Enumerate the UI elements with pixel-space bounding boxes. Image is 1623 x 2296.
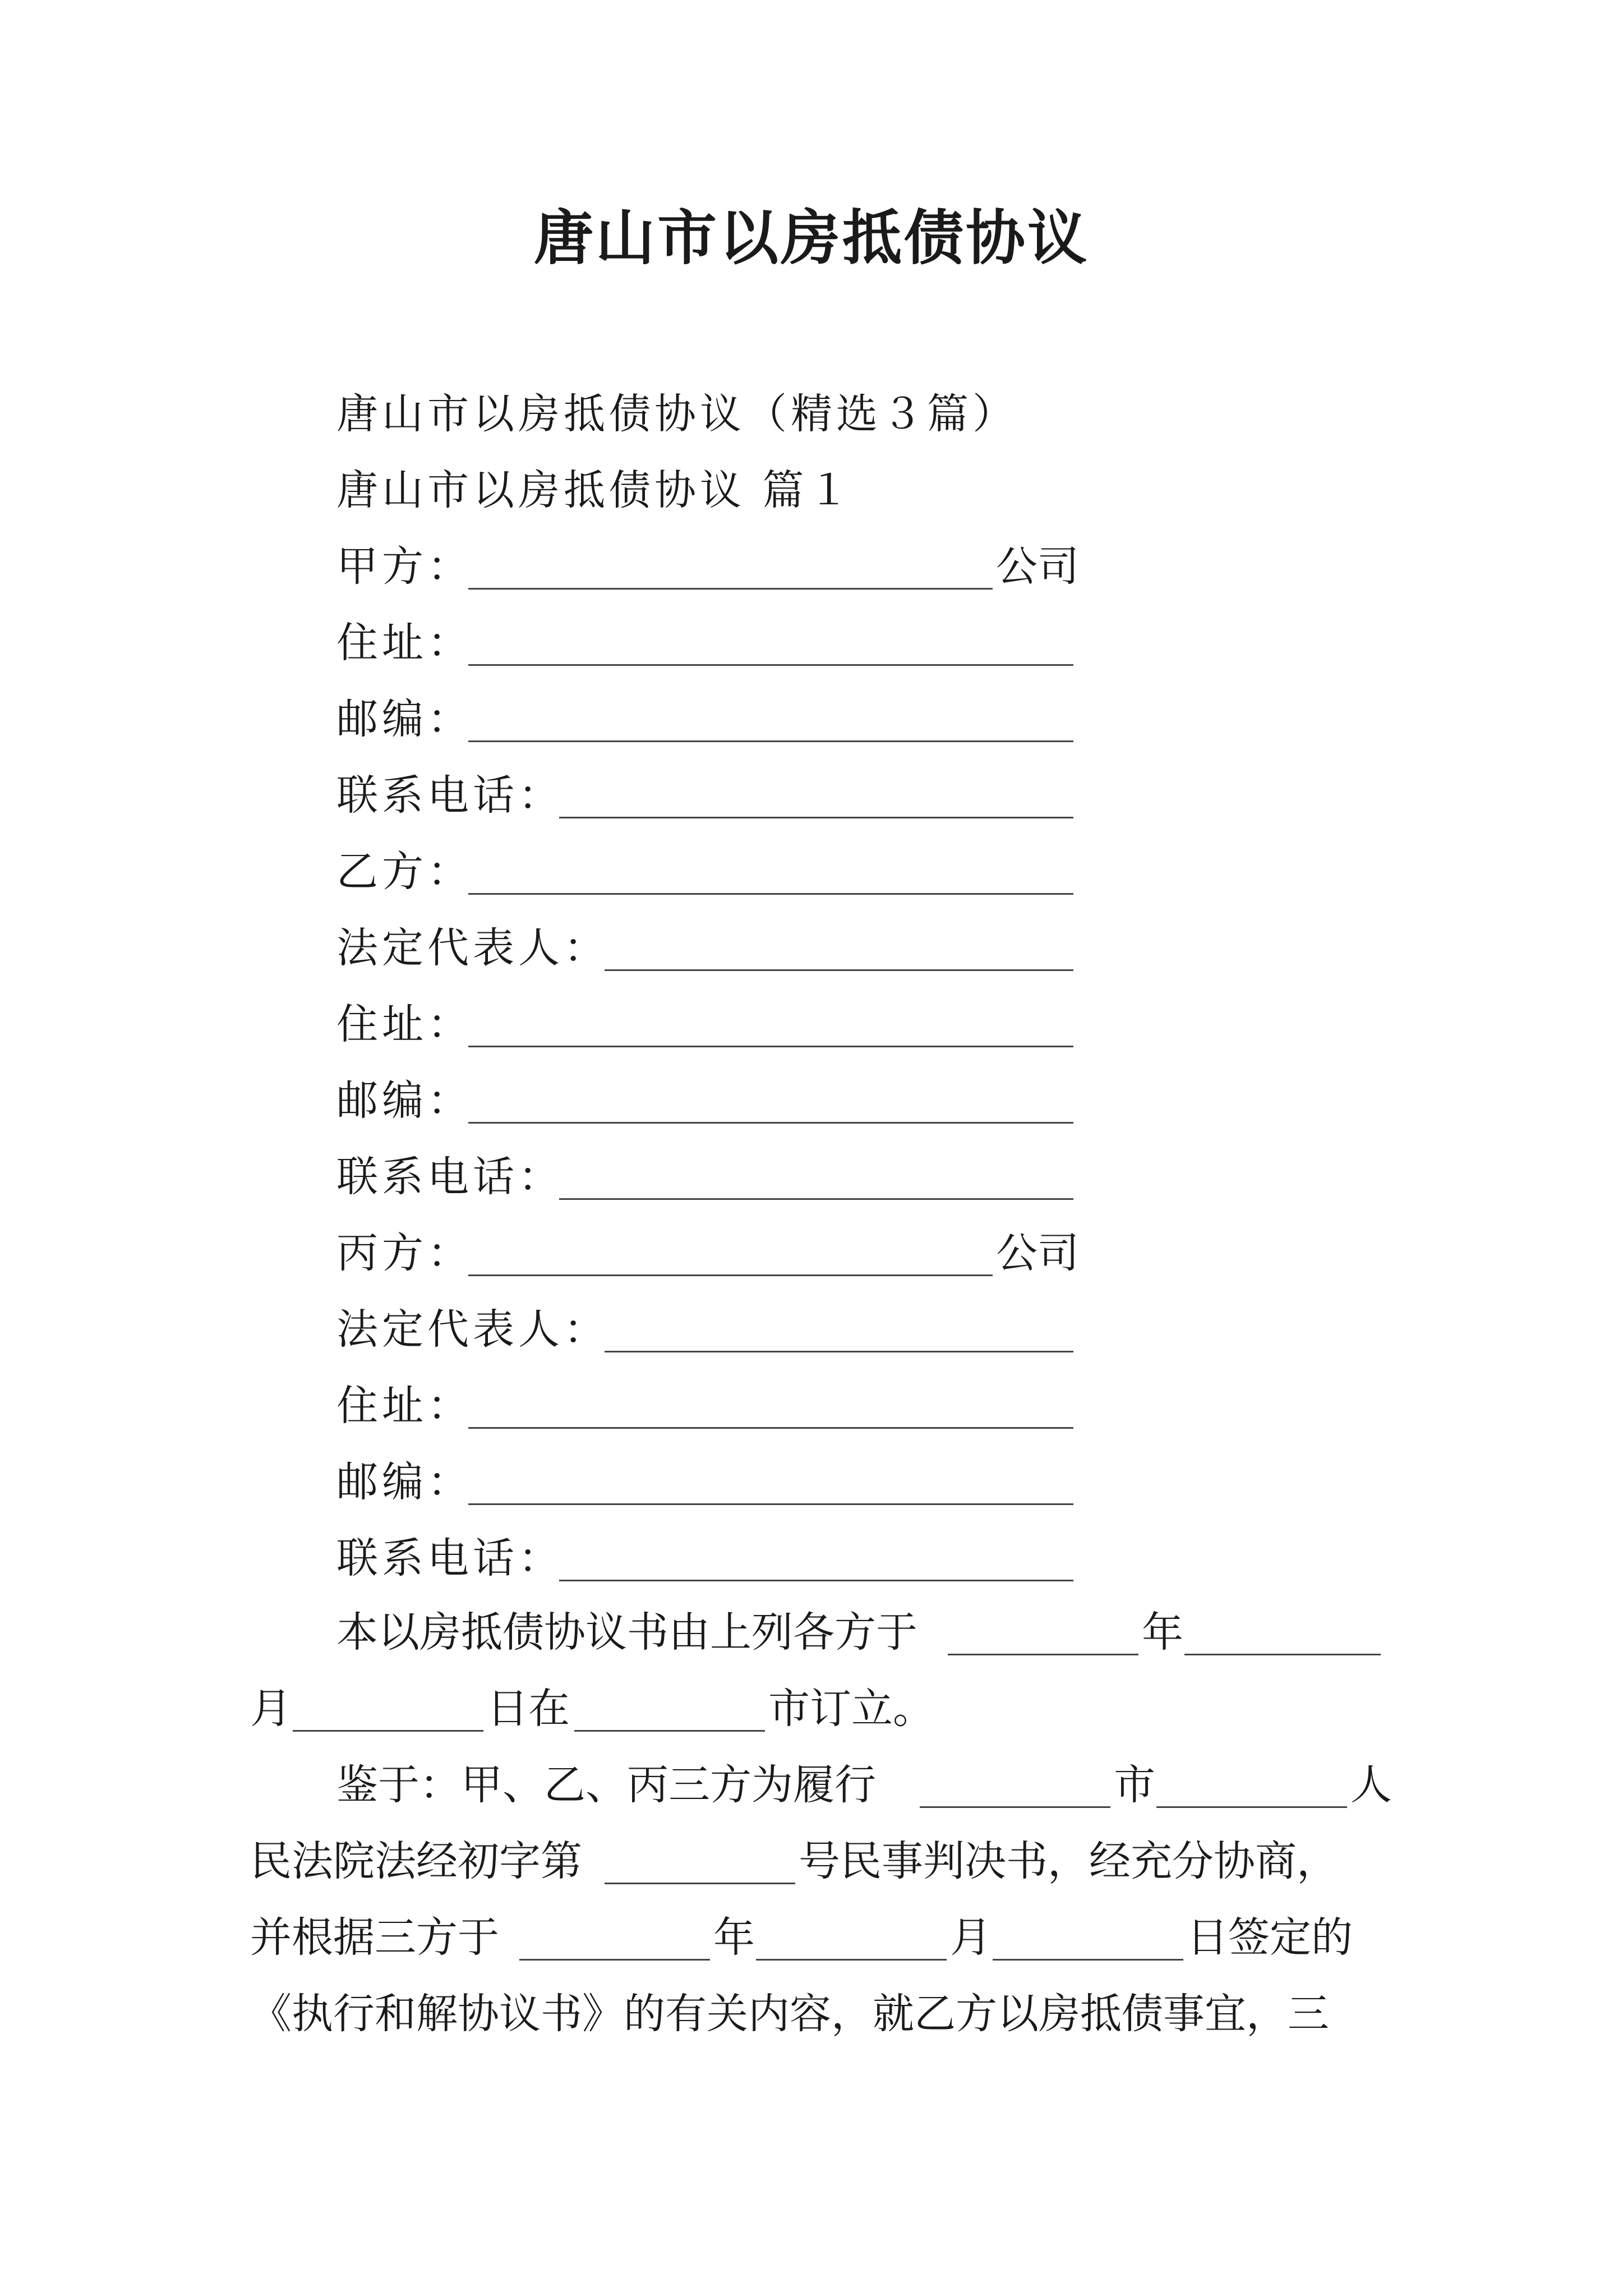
field-blank[interactable]: [605, 1301, 1073, 1352]
field-blank[interactable]: [468, 1225, 993, 1276]
company-suffix: 公司: [996, 1229, 1079, 1277]
field-row: [336, 767, 1122, 823]
field-blank[interactable]: [468, 844, 1073, 895]
para2-text-i: 日签定的: [1187, 1913, 1353, 1962]
field-blank[interactable]: [468, 1454, 1073, 1505]
paragraph-2-line-2: [250, 1833, 1383, 1889]
document-title: 唐山市以房抵债协议: [534, 204, 1089, 273]
paragraph-2-line-3: [250, 1910, 1383, 1966]
para1-text-a: 本以房抵债协议书由上列各方于: [336, 1608, 917, 1657]
field-row: [336, 844, 1122, 900]
field-row: [336, 1530, 1122, 1586]
field-blank[interactable]: [468, 996, 1073, 1047]
company-suffix: 公司: [996, 542, 1079, 591]
field-label: 住址：: [336, 1000, 473, 1048]
field-label: 邮编：: [336, 695, 473, 743]
field-row: [336, 1301, 1122, 1358]
field-label: 邮编：: [336, 1076, 473, 1125]
field-row: [336, 920, 1122, 976]
paragraph-2-line-4: [250, 1986, 1383, 2042]
document-subtitle: 唐山市以房抵债协议（精选３篇）: [336, 390, 1018, 438]
paragraph-1-line-1: [336, 1604, 1380, 1660]
paragraph-2-line-1: [336, 1757, 1392, 1813]
field-label: 邮编：: [336, 1458, 473, 1506]
field-blank[interactable]: [559, 1149, 1073, 1200]
para2-text-d: 民法院法经初字第: [250, 1837, 582, 1885]
para2-text-a: 鉴于：甲、乙、丙三方为履行: [336, 1761, 876, 1809]
year-blank[interactable]: [948, 1604, 1138, 1655]
field-label: 法定代表人：: [336, 1305, 609, 1354]
field-label: 乙方：: [336, 848, 473, 896]
field-row: [336, 996, 1122, 1052]
field-label: 住址：: [336, 1382, 473, 1430]
field-label: 法定代表人：: [336, 924, 609, 972]
field-row: [336, 615, 1122, 671]
court-blank[interactable]: [1156, 1757, 1347, 1808]
field-blank[interactable]: [559, 767, 1073, 818]
section-heading: 唐山市以房抵债协议 篇１: [336, 466, 854, 514]
field-label: 住址：: [336, 619, 473, 667]
para2-text-c: 人: [1350, 1761, 1392, 1809]
field-row: [336, 1073, 1122, 1129]
sign-day-blank[interactable]: [993, 1910, 1183, 1961]
field-blank[interactable]: [468, 539, 993, 590]
para1-text-c: 月: [250, 1685, 292, 1733]
field-blank[interactable]: [605, 920, 1073, 971]
para1-text-b: 年: [1142, 1608, 1183, 1657]
field-row: [336, 539, 1122, 595]
para2-text-b: 市: [1114, 1761, 1155, 1809]
field-blank[interactable]: [559, 1530, 1073, 1581]
city-blank[interactable]: [574, 1681, 765, 1732]
field-row: [336, 691, 1122, 747]
paragraph-1-line-2: [250, 1681, 1372, 1737]
field-label: 联系电话：: [336, 1534, 564, 1582]
field-label: 联系电话：: [336, 1153, 564, 1201]
field-blank[interactable]: [468, 691, 1073, 742]
case-number-blank[interactable]: [605, 1833, 795, 1884]
city-blank-2[interactable]: [920, 1757, 1110, 1808]
para2-text-e: 号民事判决书，经充分协商，: [799, 1837, 1338, 1885]
month-blank[interactable]: [1184, 1604, 1381, 1655]
para1-text-d: 日在: [487, 1685, 570, 1733]
para2-text-f: 并根据三方于: [250, 1913, 499, 1962]
field-blank[interactable]: [468, 615, 1073, 666]
day-blank[interactable]: [293, 1681, 483, 1732]
field-blank[interactable]: [468, 1378, 1073, 1429]
sign-month-blank[interactable]: [756, 1910, 947, 1961]
field-blank[interactable]: [468, 1073, 1073, 1124]
field-label: 甲方：: [336, 542, 473, 591]
field-label: 联系电话：: [336, 771, 564, 820]
para2-text-h: 月: [950, 1913, 992, 1962]
sign-year-blank[interactable]: [519, 1910, 710, 1961]
para2-text-g: 年: [713, 1913, 755, 1962]
para2-text-j: 《执行和解协议书》的有关内容，就乙方以房抵债事宜，三: [250, 1990, 1329, 2038]
field-row: [336, 1454, 1122, 1510]
field-row: [336, 1225, 1122, 1281]
para1-text-e: 市订立。: [768, 1685, 934, 1733]
field-label: 丙方：: [336, 1229, 473, 1277]
field-row: [336, 1378, 1122, 1434]
field-row: [336, 1149, 1122, 1205]
